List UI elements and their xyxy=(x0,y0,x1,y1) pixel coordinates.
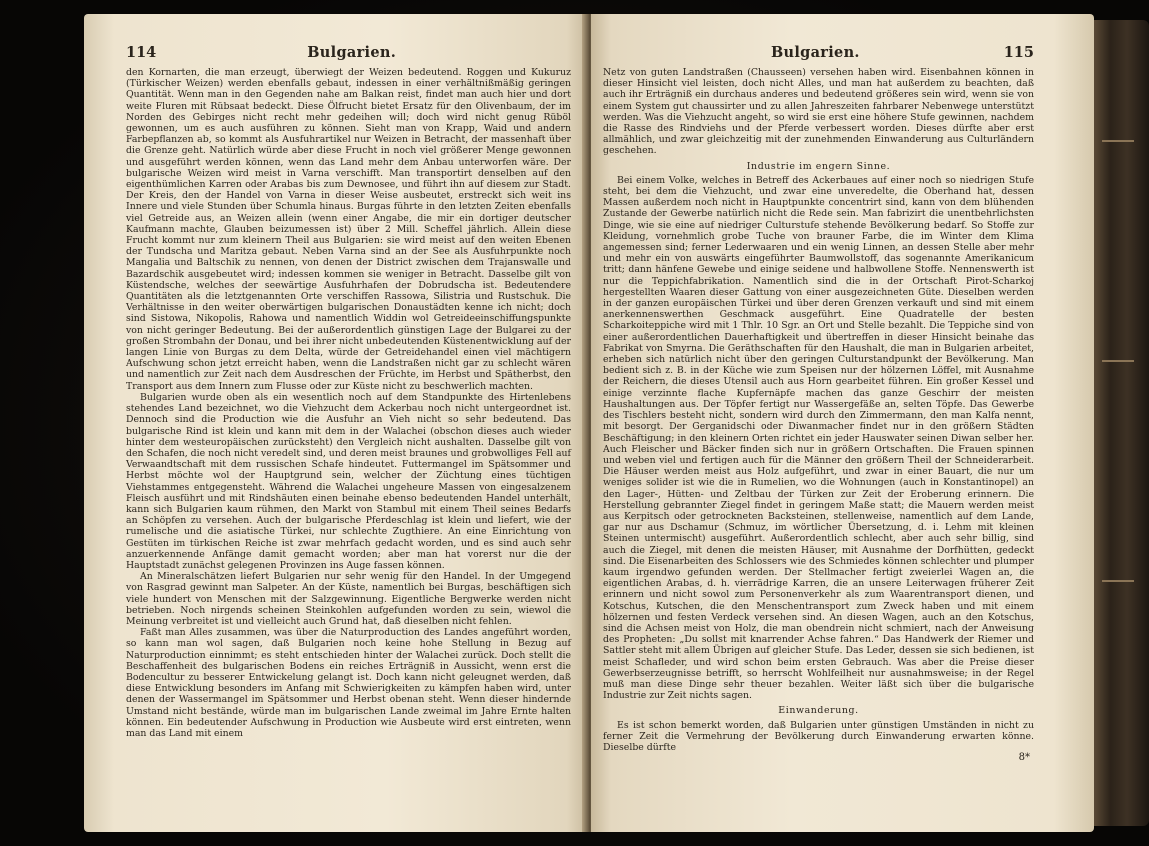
section-heading-immigration: Einwanderung. xyxy=(778,705,859,717)
right-page-number: 115 xyxy=(1003,44,1034,61)
left-paragraph-summary: Faßt man Alles zusammen, was über die Naturproduction des Landes angeführt worden, so kann man wol sagen, daß Bulgarien noch keine hohe Stellung in Bezug auf Naturproduction einnimmt; es steht entschieden hinter der Walachei zurück. Doch stellt die Beschaffenheit des bulgarischen Bodens ein reiches Erträgniß in Aussicht, wenn erst die Bodencultur zu besserer Entwickelung gelangt ist. Doch kann nicht geleugnet werden, daß diese Entwicklung besonders im Anfang mit Schwierigkeiten zu kämpfen haben wird, unter denen der Wassermangel im Spätsommer und Herbst obenan steht. Wenn dieser hindernde Umstand nicht bestände, würde man im bulgarischen Lande zweimal im Jahre Ernte halten können. Ein bedeutender Aufschwung in Production wie Ausbeute wird erst eintreten, wenn man das Land mit einem xyxy=(126,627,571,739)
left-running-title: Bulgarien. xyxy=(307,44,397,61)
left-page-number: 114 xyxy=(126,44,157,61)
open-book xyxy=(84,14,1094,832)
left-page xyxy=(84,14,587,832)
left-paragraph-grain: den Kornarten, die man erzeugt, überwiegt der Weizen bedeutend. Roggen und Kukuruz (Türkischer Weizen) werden ebenfalls gebaut, indessen in einer verhältnißmäßig geringen Quantität. Wenn man in den Gegenden nahe am Balkan reist, findet man auch hier und dort weite Fluren mit Rübsaat bedeckt. Diese Ölfrucht bietet Ersatz für den Olivenbaum, der im Norden des Gebirges nicht recht mehr gedeihen will; doch wird nicht genug Rüböl gewonnen, um es auch ausführen zu können. Sieht man von Krapp, Waid und andern Farbepflanzen ab, so kommt als Ausfuhrartikel nur Weizen in Betracht, der massenhaft über die Grenze geht. Natürlich würde aber diese Frucht in noch viel größerer Menge gewonnen und ausgeführt werden können, wenn das Land mehr dem Anbau unterworfen wäre. Der bulgarische Weizen wird meist in Varna verschifft. Man transportirt denselben auf den eigenthümlichen Karren oder Arabas bis zum Dewnosee, und führt ihn auf diesem zur Stadt. Der Kreis, den der Handel von Varna in dieser Weise ausbeutet, erstreckt sich weit ins Innere und viele Stunden über Schumla hinaus. Burgas führte in den letzten Zeiten ebenfalls viel Getreide aus, an Weizen allein (wenn einer Angabe, die mir ein dortiger deutscher Kaufmann machte, Glauben beizumessen ist) über 2 Mill. Scheffel jährlich. Allein diese Frucht kommt nur zum kleinern Theil aus Bulgarien: sie wird meist auf den weiten Ebenen der Tundscha und Maritza gebaut. Neben Varna sind an der See als Ausfuhrpunkte noch Mangalia und Baltschik zu nennen, von denen der District zwischen dem Trajanswalle und Bazardschik ausgebeutet wird; indessen kommen sie weniger in Betracht. Dasselbe gilt von Küstendsche, welches der seewärtige Ausfuhrhafen der Dobrudscha ist. Bedeutendere Quantitäten als die letztgenannten Orte verschiffen Rassowa, Silistria und Rustschuk. Die Verhältnisse in den weiter oberwärtigen bulgarischen Donaustädten kenne ich nicht; doch sind Sistowa, Nikopolis, Rahowa und namentlich Widdin wol Getreideeinschiffungspunkte von nicht geringer Bedeutung. Bei der außerordentlich günstigen Lage der Bulgarei zu der großen Strombahn der Donau, und bei ihrer nicht unbedeutenden Küstenentwicklung auf der langen Linie von Burgas zu dem Delta, würde der Getreidehandel einen viel mächtigern Aufschwung schon jetzt erreicht haben, wenn die Landstraßen nicht gar zu schlecht wären und namentlich zur Zeit nach dem Ausdreschen der Früchte, im Herbst und Spätherbst, den Transport aus dem Innern zum Flusse oder zur Küste nicht zu beschwerlich machten. xyxy=(126,67,571,392)
right-page xyxy=(591,14,1094,832)
book-edge-right xyxy=(1094,20,1149,826)
section-heading-industry: Industrie im engern Sinne. xyxy=(746,160,891,172)
left-body-text xyxy=(126,67,571,739)
left-paragraph-livestock: Bulgarien wurde oben als ein wesentlich noch auf dem Standpunkte des Hirtenlebens stehendes Land bezeichnet, wo die Viehzucht dem Ackerbau noch nicht untergeordnet ist. Dennoch sind die Production wie die Ausfuhr an Vieh nicht so sehr bedeutend. Das bulgarische Rind ist klein und kann mit dem in der Walachei (obschon dieses auch wieder hinter dem westeuropäischen zurücksteht) den Vergleich nicht aushalten. Dasselbe gilt von den Schafen, die noch nicht veredelt sind, und deren meist braunes und grobwolliges Fell auf Verwaandtschaft mit dem russischen Schafe hindeutet. Futtermangel im Spätsommer und Herbst möchte wol der Hauptgrund sein, welcher der Züchtung eines tüchtigen Viehstammes entgegensteht. Während die Walachei ungeheure Massen von eingesalzenem Fleisch ausführt und mit Rindshäuten einen beinahe ebenso bedeutenden Handel unterhält, kann sich Bulgarien kaum rühmen, den Markt von Stambul mit einem Theil seines Bedarfs an Schöpfen zu versehen. Auch der bulgarische Pferdeschlag ist klein und liefert, wie der rumelische und die asiatische Türkei, nur schlechte Zugthiere. An eine Einrichtung von Gestüten im türkischen Reiche ist zwar mehrfach gedacht worden, und es sind auch sehr anzuerkennende Anfänge damit gemacht worden; aber man hat vorerst nur die der Hauptstadt zunächst gelegenen Provinzen ins Auge fassen können. xyxy=(126,391,571,571)
left-running-head xyxy=(126,44,571,64)
right-paragraph-roads: Netz von guten Landstraßen (Chausseen) versehen haben wird. Eisenbahnen können in dieser Hinsicht viel leisten, doch nicht Alles, und man hat außerdem zu beachten, daß auch ihr Erträgniß ein durchaus anderes und bedeutend größeres sein wird, wenn sie von einem System gut chaussirter und zu allen Jahreszeiten fahrbarer Nebenwege unterstützt werden. Was die Viehzucht angeht, so wird sie erst eine höhere Stufe gewinnen, nachdem die Rasse des Rindviehs und der Pferde verbessert worden. Dieses dürfte aber erst allmählich, und zwar gleichzeitig mit der zunehmenden Einwanderung aus Culturländern geschehen. xyxy=(603,67,1034,157)
left-paragraph-minerals: An Mineralschätzen liefert Bulgarien nur sehr wenig für den Handel. In der Umgegend von Rasgrad gewinnt man Salpeter. An der Küste, namentlich bei Burgas, beschäftigen sich viele hundert von Menschen mit der Salzgewinnung. Eigentliche Bergwerke werden nicht betrieben. Noch nirgends scheinen Steinkohlen aufgefunden worden zu sein, wiewol die Meinung verbreitet ist und vielleicht auch Grund hat, daß dieselben nicht fehlen. xyxy=(126,571,571,627)
right-paragraph-industry: Bei einem Volke, welches in Betreff des Ackerbaues auf einer noch so niedrigen Stufe steht, bei dem die Viehzucht, und zwar eine unveredelte, die Oberhand hat, dessen Massen außerdem noch nicht in Hauptpunkte concentrirt sind, kann von dem blühenden Zustande der Gewerbe natürlich nicht die Rede sein. Man fabrizirt die unentbehrlichsten Dinge, wie sie eine auf niedriger Culturstufe stehende Bevölkerung bedarf. So Stoffe zur Kleidung, vornehmlich grobe Tuche von brauner Farbe, die im Winter dem Klima angemessen sind; ferner Lederwaaren und ein wenig Linnen, an dessen Stelle aber mehr und mehr ein von auswärts eingeführter Baumwollstoff, das sogenannte Amerikanicum tritt; dann hänfene Gewebe und einige seidene und halbwollene Stoffe. Nennenswerth ist nur die Teppichfabrikation. Namentlich sind die in der Ortschaft Pirot-Scharkoj hergestellten Waaren dieser Gattung von einer ausgezeichneten Güte. Dieselben werden in der ganzen europäischen Türkei und über deren Grenzen verkauft und sind mit einem anerkennenswerthen Geschmack ausgeführt. Eine Quadratelle der besten Scharkoiteppiche wird mit 1 Thlr. 10 Sgr. an Ort und Stelle bezahlt. Die Teppiche sind von einer außerordentlichen Dauerhaftigkeit und übertreffen in dieser Hinsicht beinahe das Fabrikat von Smyrna. Die Geräthschaften für den Haushalt, die man in Bulgarien arbeitet, erheben sich natürlich nicht über den geringen Culturstandpunkt der Bevölkerung. Man bedient sich z. B. in der Küche wie zum Speisen nur der hölzernen Löffel, mit Ausnahme der Reichern, die dieses Utensil auch aus Horn gearbeitet führen. Ein großer Kessel und einige verzinnte flache Kupfernäpfe machen das ganze Geschirr der meisten Haushaltungen aus. Der Töpfer fertigt nur Wassergefäße an, selten Töpfe. Das Gewerbe des Tischlers besteht nicht, sondern wird durch den Zimmermann, den man Kalfa nennt, mit besorgt. Der Gerganidschi oder Diwanmacher findet nur in den größern Städten Beschäftigung; in den kleinern Orten richtet ein jeder Hauswater seinen Diwan selber her. Auch Fleischer und Bäcker finden sich nur in größern Ortschaften. Die Frauen spinnen und weben viel und fertigen auch für die Männer den größern Theil der Schneiderarbeit. Die Häuser werden meist aus Holz aufgeführt, und zwar in einer Bauart, die nur um weniges solider ist wie die in Rumelien, wo die Wohnungen (auch in Konstantinopel) an den Lager-, Hütten- und Zeltbau der Türken zur Zeit der Eroberung erinnern. Die Herstellung gebrannter Ziegel findet in geringem Maße statt; die Mauern werden meist aus Kerpitsch oder getrockneten Backsteinen, stellenweise, namentlich auf dem Lande, gar nur aus Dschamur (Schmuz, im wörtlicher Übersetzung, d. i. Lehm mit kleinen Steinen untermischt) ausgeführt. Außerordentlich schlecht, aber auch sehr billig, sind auch die Ziegel, mit denen die meisten Häuser, mit Ausnahme der Dorfhütten, gedeckt sind. Die Eisenarbeiten des Schlossers wie des Schmiedes können schlechter und plumper kaum irgendwo gefunden werden. Der Stellmacher fertigt zweierlei Wagen an, die eigentlichen Arabas, d. h. vierrädrige Karren, die an unsere Leiterwagen früherer Zeit erinnern und nicht sowol zum Personenverkehr als zum Waarentransport dienen, und Kotschus, Kutschen, die den Menschentransport zum Zweck haben und mit einem hölzernen und festen Verdeck versehen sind. An diesen Wagen, auch an den Kotschus, sind die Achsen meist von Holz, die man obendrein nicht schmiert, nach der Anweisung des Propheten: „Du sollst mit knarrender Achse fahren.“ Das Handwerk der Riemer und Sattler steht mit allem Übrigen auf gleicher Stufe. Das Leder, dessen sie sich bedienen, ist meist Schafleder, und wird schon beim ersten Gebrauch. Was aber die Preise dieser Gewerbserzeugnisse betrifft, so herrscht Wohlfeilheit nur ausnahmsweise; in der Regel muß man diese Dinge sehr theuer bezahlen. Weiter läßt sich über die bulgarische Industrie zur Zeit nichts sagen. xyxy=(603,174,1034,702)
right-running-title: Bulgarien. xyxy=(770,44,860,61)
signature-mark: 8* xyxy=(1018,752,1030,764)
right-paragraph-immigration: Es ist schon bemerkt worden, daß Bulgarien unter günstigen Umständen in nicht zu ferner Zeit die Vermehrung der Bevölkerung durch Einwanderung erwarten könne. Dieselbe dürfte xyxy=(603,719,1034,753)
right-running-head xyxy=(603,44,1034,64)
right-body-text xyxy=(603,67,1034,763)
